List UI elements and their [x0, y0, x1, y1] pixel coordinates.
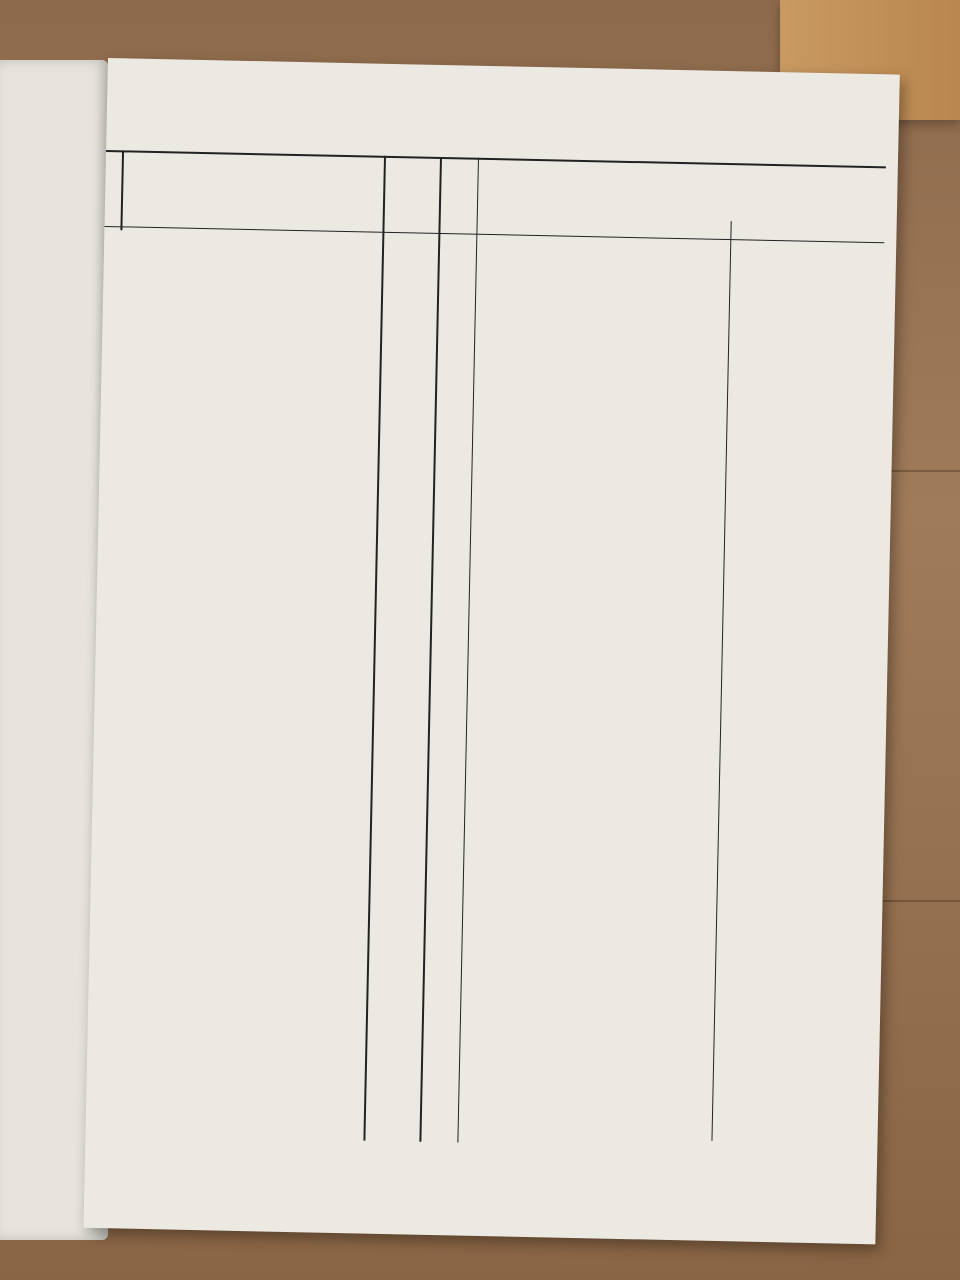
center-column-rule: [419, 157, 442, 1142]
table-head-rule: [104, 226, 884, 243]
table-top-rule: [106, 150, 886, 168]
price-column-rule: [363, 156, 386, 1141]
nr-column-rule: [120, 150, 124, 230]
right-price-rule: [711, 221, 731, 1141]
col-nr-right: [450, 175, 490, 176]
right-nr-rule: [457, 158, 479, 1143]
catalog-page: [83, 58, 899, 1244]
